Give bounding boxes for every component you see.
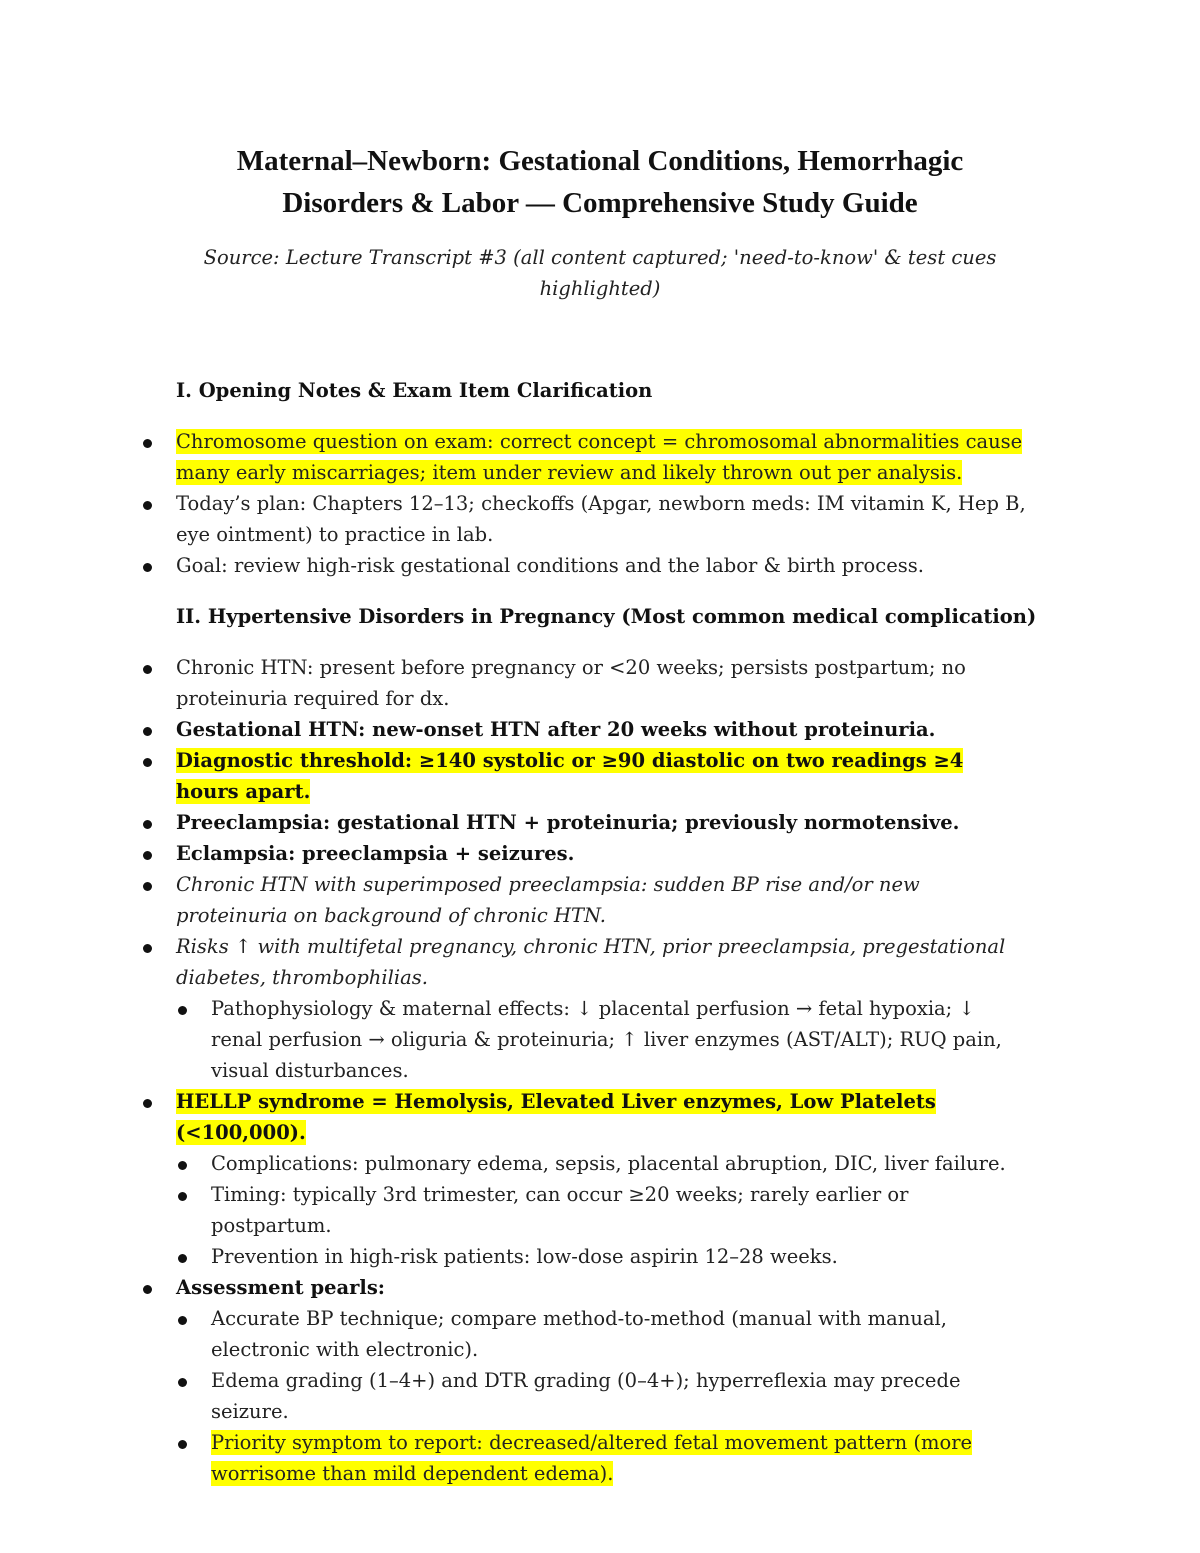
- bullet-icon: [178, 1192, 187, 1201]
- section-2-heading: II. Hypertensive Disorders in Pregnancy (Most common medical complication): [176, 605, 1037, 628]
- highlighted-text: Priority symptom to report: decreased/altered fetal movement pattern (more worrisome than mild dependent edema).: [211, 1431, 973, 1485]
- source-note: Source: Lecture Transcript #3 (all content captured; 'need-to-know' & test cues highlighted): [203, 246, 997, 300]
- sub-list-item: [211, 993, 1026, 1086]
- item-text: Chronic HTN with superimposed preeclampsia: sudden BP rise and/or new proteinuria on background of chronic HTN.: [176, 873, 920, 927]
- item-text: Edema grading (1–4+) and DTR grading (0–4+); hyperreflexia may precede seizure.: [211, 1369, 961, 1423]
- bullet-icon: [178, 1161, 187, 1170]
- document-title: [150, 140, 1050, 224]
- item-text: Chronic HTN: present before pregnancy or <20 weeks; persists postpartum; no proteinuria required for dx.: [176, 656, 966, 710]
- bullet-icon: [178, 1440, 187, 1449]
- item-text: Preeclampsia: gestational HTN + proteinuria; previously normotensive.: [176, 811, 960, 834]
- bullet-icon: [143, 1099, 152, 1108]
- list-item: [176, 550, 1026, 581]
- bullet-icon: [143, 563, 152, 572]
- item-text: Goal: review high-risk gestational conditions and the labor & birth process.: [176, 554, 924, 577]
- bullet-icon: [143, 1285, 152, 1294]
- item-text: Complications: pulmonary edema, sepsis, placental abruption, DIC, liver failure.: [211, 1152, 1006, 1175]
- bullet-icon: [178, 1254, 187, 1263]
- item-text: Pathophysiology & maternal effects: ↓ placental perfusion → fetal hypoxia; ↓ renal perfusion → oliguria & proteinuria; ↑ liver enzymes (AST/ALT); RUQ pain, visual disturbances.: [211, 997, 1002, 1082]
- list-item: [176, 714, 1026, 745]
- highlighted-text: HELLP syndrome = Hemolysis, Elevated Liver enzymes, Low Platelets (<100,000).: [176, 1090, 936, 1144]
- bullet-icon: [143, 439, 152, 448]
- bullet-icon: [143, 501, 152, 510]
- item-text: Timing: typically 3rd trimester, can occur ≥20 weeks; rarely earlier or postpartum.: [211, 1183, 909, 1237]
- list-item: [176, 931, 1026, 993]
- title-line-2: Disorders & Labor — Comprehensive Study Guide: [282, 187, 918, 219]
- bullet-icon: [143, 665, 152, 674]
- list-item: [176, 426, 1026, 488]
- sub-list-item: [211, 1427, 1026, 1489]
- highlighted-text: Diagnostic threshold: ≥140 systolic or ≥90 diastolic on two readings ≥4 hours apart.: [176, 749, 964, 803]
- sub-list-item: [211, 1148, 1026, 1179]
- sub-list-item: [211, 1303, 1026, 1365]
- item-text: Risks ↑ with multifetal pregnancy, chronic HTN, prior preeclampsia, pregestational diabetes, thrombophilias.: [176, 935, 1006, 989]
- item-text: Prevention in high-risk patients: low-dose aspirin 12–28 weeks.: [211, 1245, 838, 1268]
- bullet-icon: [143, 758, 152, 767]
- list-item: [176, 652, 1026, 714]
- bullet-icon: [143, 944, 152, 953]
- title-line-1: Maternal–Newborn: Gestational Conditions, Hemorrhagic: [236, 145, 964, 177]
- item-text: Gestational HTN: new-onset HTN after 20 weeks without proteinuria.: [176, 718, 936, 741]
- list-item: [176, 807, 1026, 838]
- bullet-icon: [178, 1316, 187, 1325]
- bullet-icon: [178, 1378, 187, 1387]
- section-1-heading: I. Opening Notes & Exam Item Clarification: [176, 379, 653, 402]
- sub-list-item: [211, 1365, 1026, 1427]
- list-item: [176, 869, 1026, 931]
- sub-list-item: [211, 1179, 1026, 1241]
- list-item: [176, 745, 1026, 807]
- item-text: Accurate BP technique; compare method-to-method (manual with manual, electronic with electronic).: [211, 1307, 947, 1361]
- bullet-icon: [143, 851, 152, 860]
- section-2-list: [0, 652, 1200, 1489]
- list-item: [176, 838, 1026, 869]
- list-item: [176, 488, 1026, 550]
- section-1-list: [0, 426, 1200, 581]
- list-item: [176, 1272, 1026, 1303]
- item-text: Eclampsia: preeclampsia + seizures.: [176, 842, 575, 865]
- bullet-icon: [143, 820, 152, 829]
- highlighted-text: Chromosome question on exam: correct concept = chromosomal abnormalities cause many early miscarriages; item under review and likely thrown out per analysis.: [176, 430, 1023, 484]
- sub-list-item: [211, 1241, 1026, 1272]
- list-item: [176, 1086, 1026, 1148]
- item-text: Today’s plan: Chapters 12–13; checkoffs (Apgar, newborn meds: IM vitamin K, Hep B, eye ointment) to practice in lab.: [176, 492, 1026, 546]
- item-text: Assessment pearls:: [176, 1276, 385, 1299]
- bullet-icon: [143, 882, 152, 891]
- bullet-icon: [178, 1006, 187, 1015]
- bullet-icon: [143, 727, 152, 736]
